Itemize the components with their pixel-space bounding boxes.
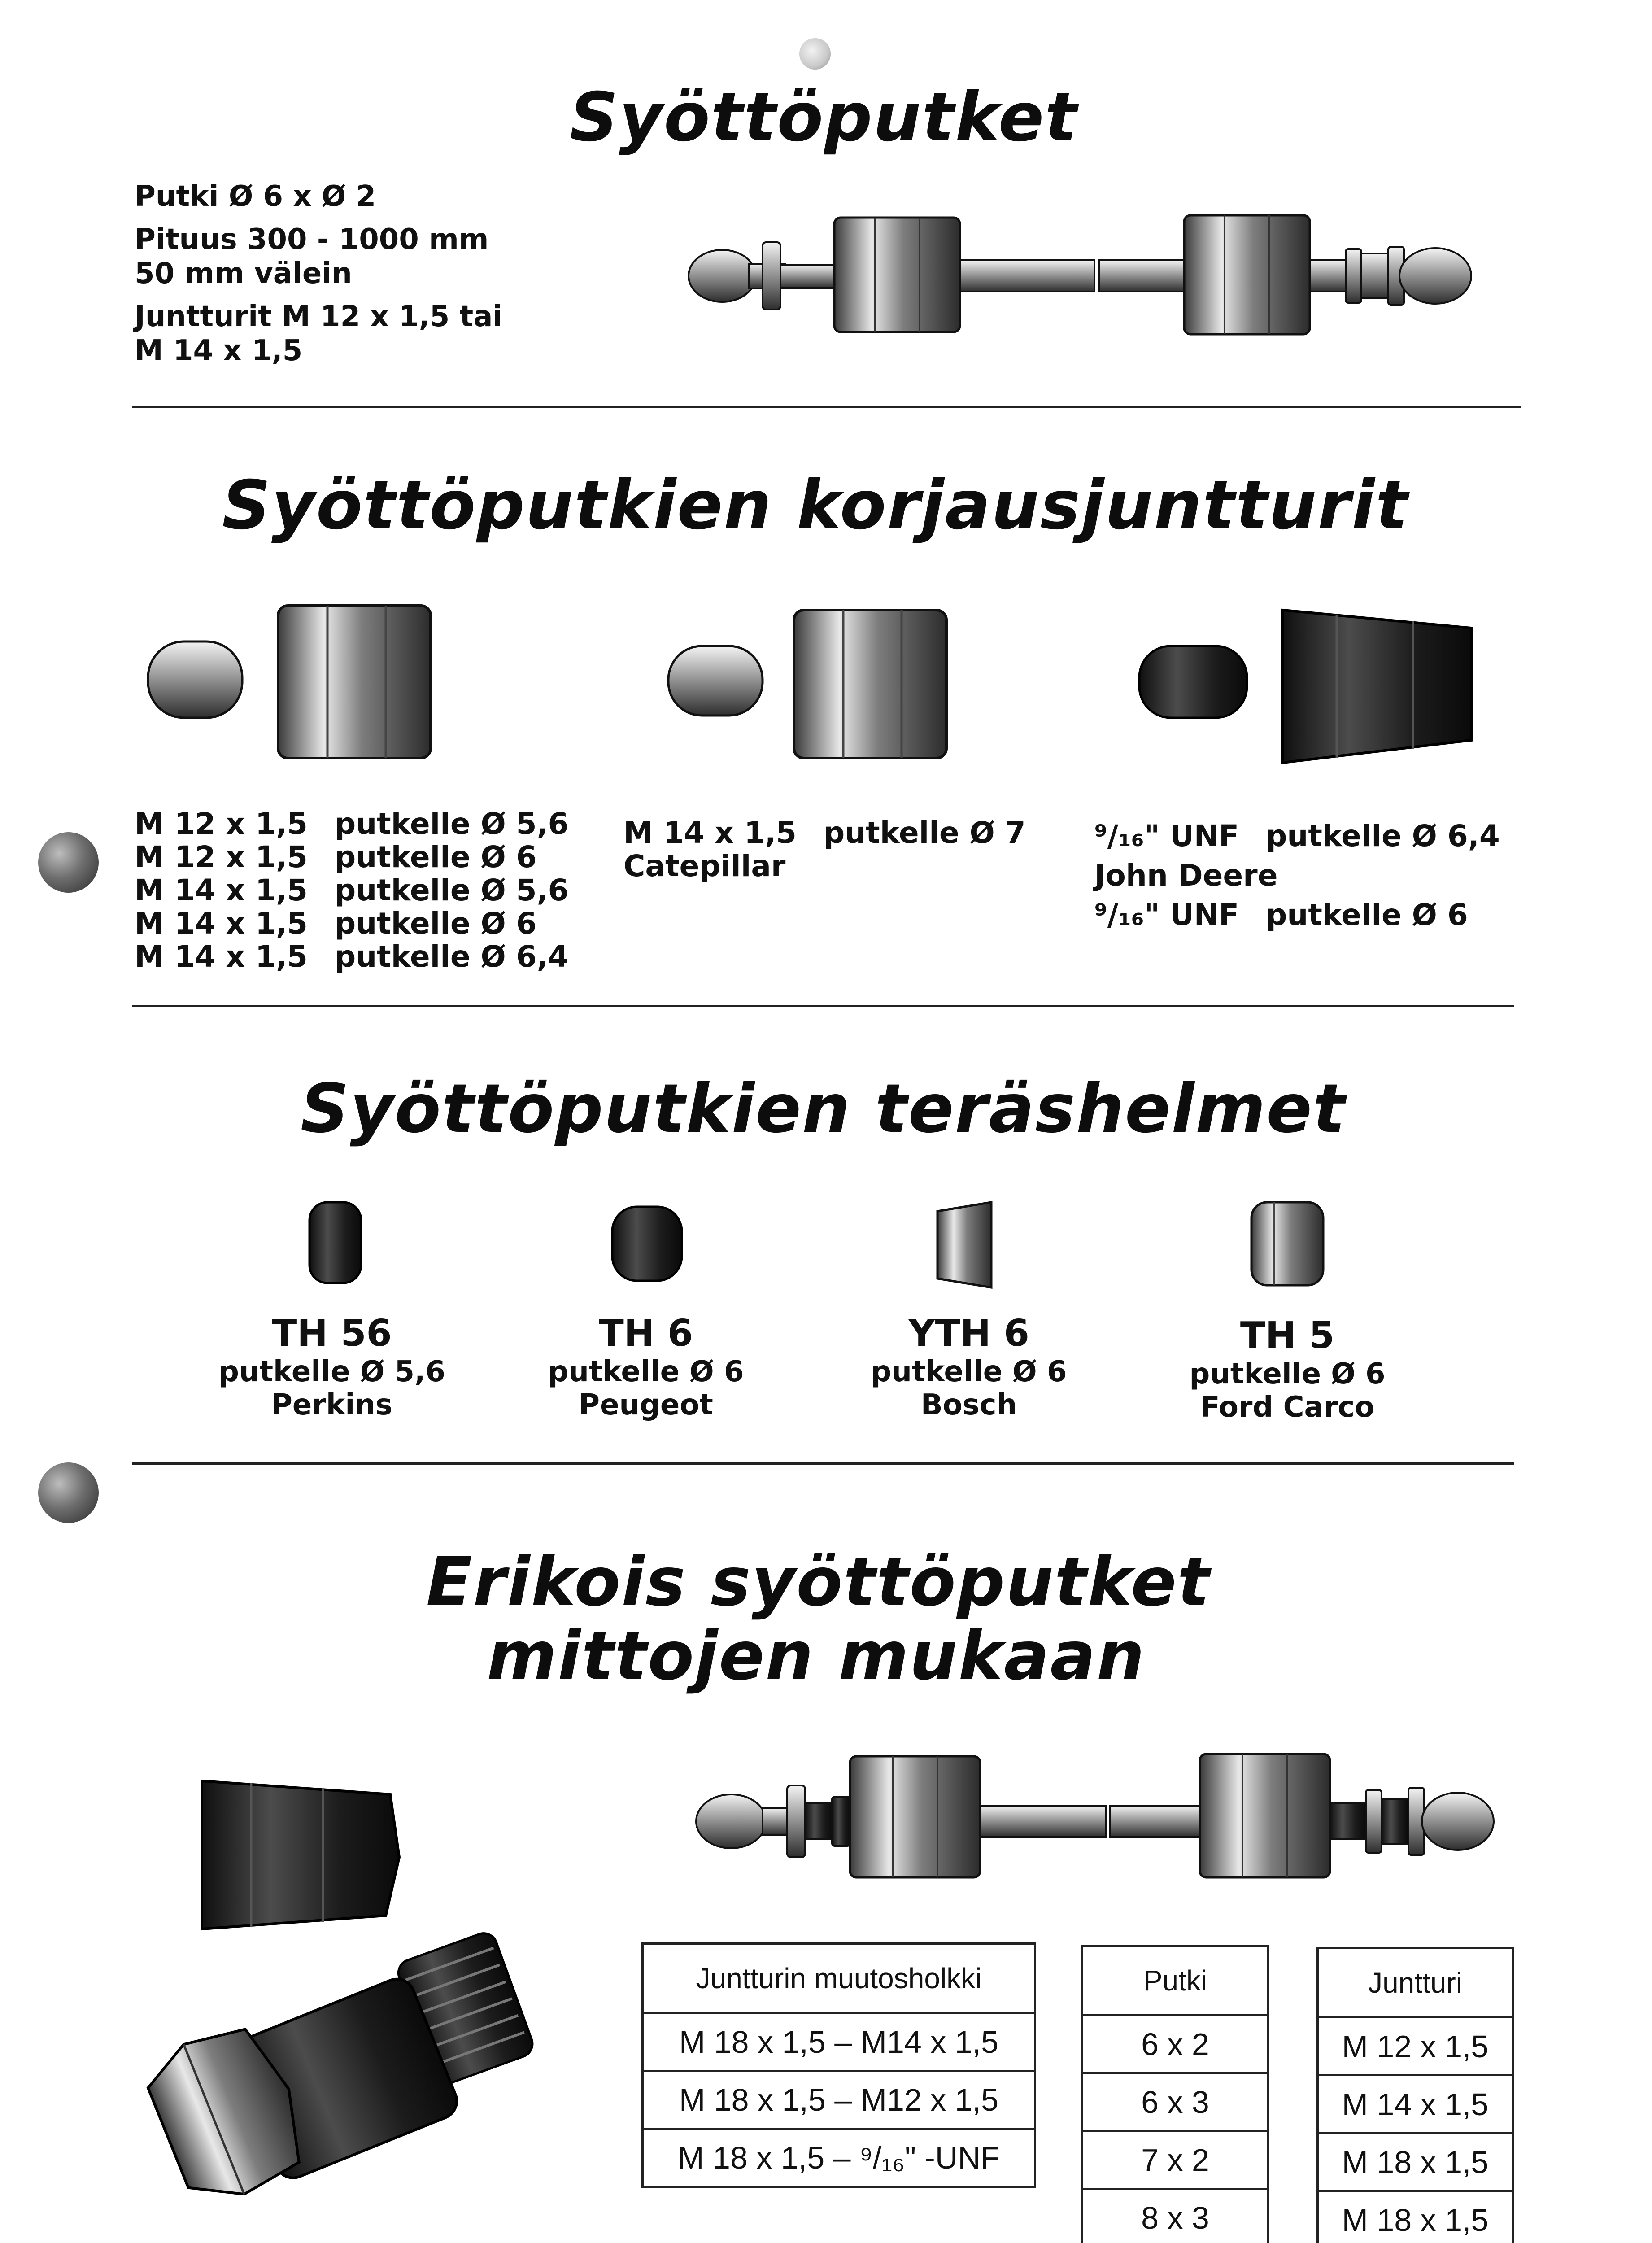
- fits-label: putkelle Ø 6,4: [334, 939, 569, 974]
- thread-label: M 14 x 1,5: [135, 939, 308, 974]
- bead-fits: putkelle Ø 6: [871, 1355, 1067, 1388]
- divider: [132, 1005, 1514, 1007]
- bead-brand: Peugeot: [579, 1388, 713, 1422]
- table-header: Juntturin muutosholkki: [644, 1945, 1034, 2014]
- divider: [132, 1462, 1514, 1465]
- fits-label: putkelle Ø 5,6: [334, 807, 569, 841]
- punch-hole-top: [799, 38, 831, 70]
- feed-pipe-illustration: [682, 211, 1489, 359]
- thread-label: M 14 x 1,5: [623, 816, 797, 850]
- adapter-fittings-illustration: [117, 1767, 520, 2243]
- bead-caption-yth6: [852, 1312, 1085, 1422]
- table-header: Putki: [1083, 1947, 1267, 2016]
- table-cell: M 18 x 1,5 – M14 x 1,5: [644, 2014, 1034, 2072]
- table-cell: M 18 x 1,5: [1319, 2134, 1512, 2192]
- spec-line: 50 mm välein: [135, 257, 352, 290]
- table-cell: M 18 x 1,5 – ⁹/₁₆" -UNF: [678, 2140, 1000, 2175]
- punch-hole-middle: [38, 832, 99, 893]
- table-cell: 8 x 3: [1083, 2190, 1267, 2243]
- thread-label: ⁹/₁₆" UNF: [1094, 898, 1239, 932]
- thread-label: M 12 x 1,5: [135, 807, 308, 841]
- list-item: [1094, 895, 1500, 935]
- thread-label: M 14 x 1,5: [135, 873, 308, 908]
- table-cell: 6 x 3: [1083, 2074, 1267, 2132]
- table-cell: M 12 x 1,5: [1319, 2018, 1512, 2076]
- list-item: [135, 807, 569, 841]
- section-title-repair-fittings: Syöttöputkien korjausjuntturit: [222, 467, 1409, 545]
- bead-fits: putkelle Ø 6: [1189, 1357, 1386, 1391]
- fits-label: putkelle Ø 5,6: [334, 873, 569, 908]
- list-item: [623, 816, 1026, 850]
- bead-name: TH 5: [1240, 1314, 1335, 1357]
- table-cell: 7 x 2: [1083, 2132, 1267, 2190]
- bead-caption-th6: [529, 1312, 763, 1422]
- feed-pipe-specs: [135, 179, 502, 368]
- spec-line: Pituus 300 - 1000 mm: [135, 223, 489, 256]
- spec-line: M 14 x 1,5: [135, 334, 303, 367]
- spec-line: Juntturit M 12 x 1,5 tai: [135, 300, 503, 333]
- bead-fits: putkelle Ø 5,6: [218, 1355, 445, 1388]
- list-item: [135, 841, 569, 874]
- list-item: [1094, 816, 1500, 856]
- table-cell: M 18 x 1,5 – M12 x 1,5: [644, 2072, 1034, 2130]
- thread-label: ⁹/₁₆" UNF: [1094, 819, 1239, 853]
- table-header: Juntturi: [1319, 1949, 1512, 2018]
- section-title-feed-pipes: Syöttöputket: [570, 79, 1078, 157]
- bead-fits: putkelle Ø 6: [548, 1355, 744, 1388]
- table-pipe: [1081, 1945, 1269, 2243]
- bead-brand: Ford Carco: [1200, 1391, 1375, 1424]
- fits-label: putkelle Ø 6,4: [1266, 819, 1500, 853]
- section-title-steel-beads: Syöttöputkien teräshelmet: [301, 1070, 1346, 1148]
- table-cell: M 14 x 1,5: [1319, 2076, 1512, 2134]
- brand-label: John Deere: [1094, 858, 1278, 893]
- punch-hole-lower: [38, 1462, 99, 1523]
- bead-caption-th56: [215, 1312, 449, 1422]
- divider: [132, 406, 1521, 408]
- section-title-special-pipes-line2: mittojen mukaan: [487, 1617, 1146, 1695]
- bead-caption-th5: [1166, 1314, 1408, 1424]
- bead-brand: Perkins: [271, 1388, 393, 1422]
- fits-label: putkelle Ø 6: [1266, 898, 1468, 932]
- bead-name: YTH 6: [908, 1312, 1029, 1355]
- fits-label: putkelle Ø 6: [334, 840, 537, 874]
- thread-label: M 14 x 1,5: [135, 906, 308, 941]
- list-item: [135, 940, 569, 973]
- repair-fittings-list-1: [135, 807, 569, 973]
- list-item: [135, 907, 569, 940]
- brand-label: Catepillar: [623, 849, 786, 883]
- section-title-special-pipes-line1: Erikois syöttöputket: [426, 1543, 1211, 1621]
- spec-line: Putki Ø 6 x Ø 2: [135, 180, 376, 213]
- repair-fittings-illustration: [135, 597, 1525, 785]
- steel-beads-illustration: [269, 1193, 1346, 1301]
- table-adapter-sleeve: [641, 1942, 1036, 2188]
- list-item: [135, 874, 569, 907]
- table-fitting: [1316, 1947, 1514, 2243]
- repair-fittings-list-3: [1094, 816, 1500, 935]
- bead-brand: Bosch: [920, 1388, 1017, 1422]
- fits-label: putkelle Ø 6: [334, 906, 537, 941]
- repair-fittings-list-2: [623, 816, 1026, 883]
- special-pipe-illustration: [691, 1745, 1507, 1898]
- bead-name: TH 56: [272, 1312, 392, 1355]
- table-cell: M 18 x 1,5: [1319, 2192, 1512, 2243]
- table-cell: 6 x 2: [1083, 2016, 1267, 2074]
- bead-name: TH 6: [598, 1312, 693, 1355]
- thread-label: M 12 x 1,5: [135, 840, 308, 874]
- fits-label: putkelle Ø 7: [823, 816, 1026, 850]
